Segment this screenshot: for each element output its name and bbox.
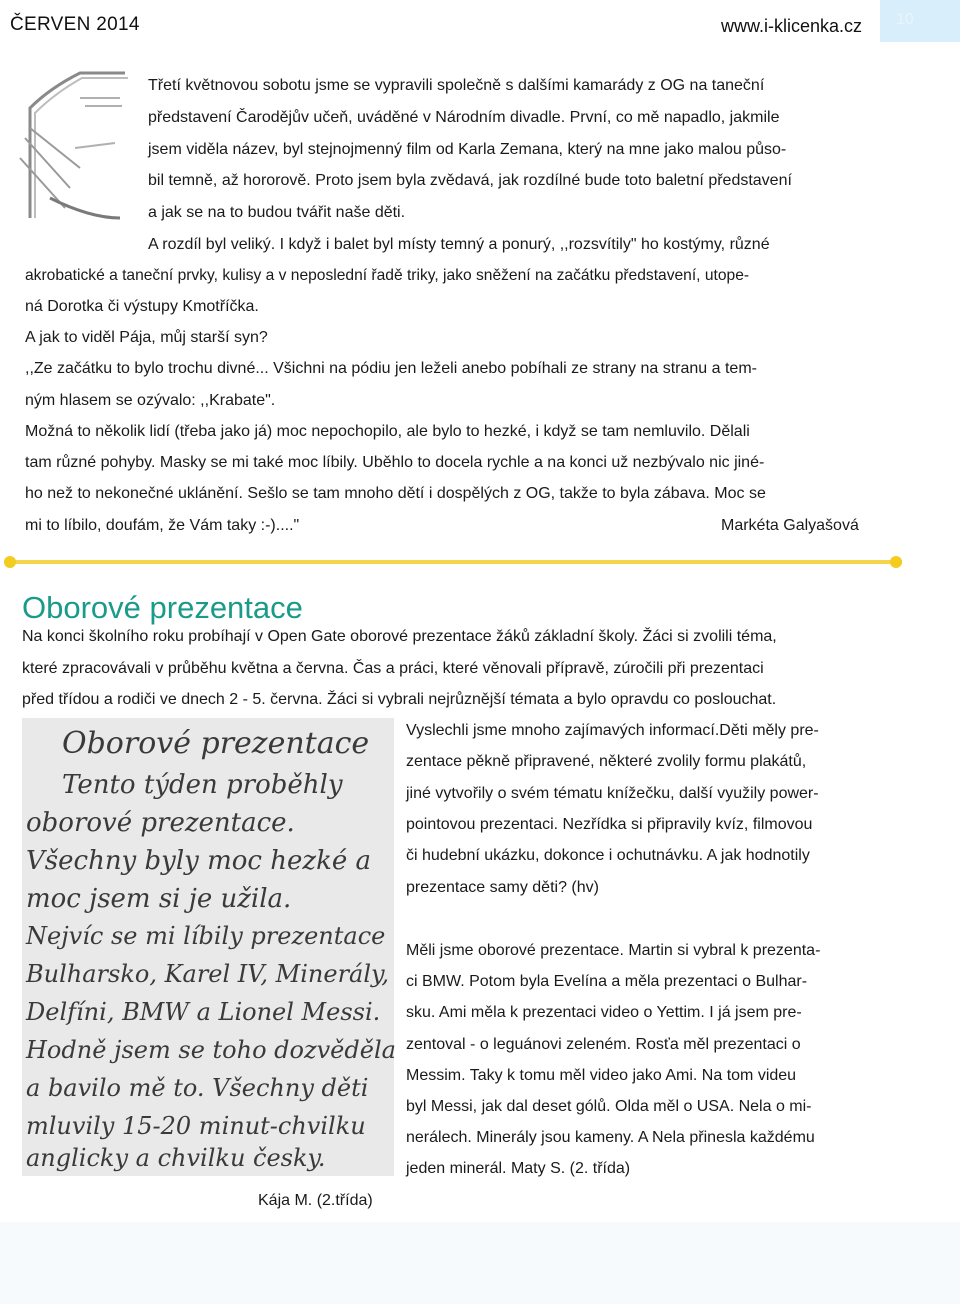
col1-line-2: zentace pěkně připravené, některé zvolily formu plakátů,: [406, 753, 807, 770]
col2-line-6: byl Messi, jak dal deset gólů. Olda měl o USA. Nela o mi-: [406, 1098, 812, 1115]
col2-line-3: sku. Ami měla k prezentaci video o Yettim. I já jsem pre-: [406, 1004, 802, 1021]
hw-line-4: Všechny byly moc hezké a: [26, 846, 371, 876]
article1-line-8: ná Dorotka či výstupy Kmotříčka.: [25, 298, 259, 315]
col1-line-4: pointovou prezentaci. Nezřídka si připravily kvíz, filmovou: [406, 816, 813, 833]
article1-line-1: Třetí květnovou sobotu jsme se vypravili společně s dalšími kamarády z OG na taneční: [148, 77, 765, 94]
article1-line-11: ným hlasem se ozývalo: ,,Krabate".: [25, 392, 276, 409]
hw-line-3: oborové prezentace.: [26, 808, 295, 838]
intro-line-3: před třídou a rodiči ve dnech 2 - 5. června. Žáci si vybrali nejrůznější témata a bylo opravdu co poslouchat.: [22, 691, 777, 708]
divider-dot-left: [4, 556, 16, 568]
intro-line-1: Na konci školního roku probíhají v Open Gate oborové prezentace žáků základní školy. Žáci si zvolili téma,: [22, 628, 777, 645]
intro-line-2: které zpracovávali v průběhu května a června. Čas a práci, které věnovali přípravě, zúročili při prezentaci: [22, 660, 764, 677]
col1-line-3: jiné vytvořily o svém tématu knížečku, další využily power-: [406, 785, 819, 802]
issue-date: ČERVEN 2014: [10, 14, 140, 35]
hw-line-12: anglicky a chvilku česky.: [26, 1144, 326, 1172]
article1-line-10: ,,Ze začátku to bylo trochu divné... Všichni na pódiu jen leželi anebo pobíhali ze strany na stranu a tem-: [25, 360, 757, 377]
page-number-box: [880, 0, 960, 42]
article1-line-14: ho než to nekonečné uklánění. Sešlo se tam mnoho dětí i dospělých z OG, takže to byla zábava. Moc se: [25, 485, 766, 502]
page-number: 10: [896, 11, 914, 28]
hw-line-1: Oborové prezentace: [62, 726, 370, 761]
section-title: Oborové prezentace: [22, 590, 303, 625]
col2-line-5: Messim. Taky k tomu měl video jako Ami. Na tom videu: [406, 1067, 797, 1084]
hw-line-6: Nejvíc se mi líbily prezentace: [26, 922, 386, 950]
col1-line-5: či hudební ukázku, dokonce i ochutnávku. A jak hodnotily: [406, 847, 810, 864]
handwritten-note-image: [22, 718, 394, 1176]
hw-line-5: moc jsem si je užila.: [26, 884, 292, 914]
hw-line-2: Tento týden proběhly: [62, 770, 343, 800]
col2-line-7: nerálech. Minerály jsou kameny. A Nela přinesla každému: [406, 1129, 815, 1146]
article1-line-13: tam různé pohyby. Masky se mi také moc líbily. Uběhlo to docela rychle a na konci už nezbývalo nic jiné-: [25, 454, 765, 471]
article1-line-6: A rozdíl byl veliký. I když i balet byl místy temný a ponurý, ,,rozsvítily" ho kostýmy, různé: [148, 236, 770, 253]
section-divider: [10, 560, 902, 564]
article1-line-4: bil temně, až hororově. Proto jsem byla zvědavá, jak rozdílné bude toto baletní představení: [148, 172, 792, 189]
article1-line-9: A jak to viděl Pája, můj starší syn?: [25, 329, 268, 346]
col2-line-4: zentoval - o leguánovi zeleném. Rosťa měl prezentaci o: [406, 1036, 801, 1053]
hw-line-10: a bavilo mě to. Všechny děti: [26, 1074, 369, 1102]
hw-line-9: Hodně jsem se toho dozvěděla: [26, 1036, 396, 1064]
hw-line-11: mluvily 15-20 minut-chvilku: [26, 1112, 366, 1140]
col2-line-2: ci BMW. Potom byla Evelína a měla prezentaci o Bulhar-: [406, 973, 808, 990]
col1-line-6: prezentace samy děti? (hv): [406, 879, 599, 896]
article1-line-7: akrobatické a taneční prvky, kulisy a v neposlední řadě triky, jako sněžení na začátku představení, utope-: [25, 267, 750, 284]
col1-line-1: Vyslechli jsme mnoho zajímavých informací.Děti měly pre-: [406, 722, 819, 739]
article1-line-3: jsem viděla název, byl stejnojmenný film od Karla Zemana, který na mne jako malou půso-: [148, 141, 787, 158]
image-caption: Kája M. (2.třída): [258, 1192, 373, 1209]
divider-dot-right: [890, 556, 902, 568]
article1-author: Markéta Galyašová: [721, 517, 859, 534]
page-footer-band: [0, 1222, 960, 1304]
article1-line-15: mi to líbilo, doufám, že Vám taky :-)....": [25, 517, 300, 534]
article1-line-5: a jak se na to budou tvářit naše děti.: [148, 204, 406, 221]
hw-line-7: Bulharsko, Karel IV, Minerály,: [26, 960, 390, 988]
site-url[interactable]: www.i-klicenka.cz: [721, 16, 863, 36]
col2-line-8: jeden minerál. Maty S. (2. třída): [406, 1160, 631, 1177]
decorative-letter-drawing: [10, 68, 135, 223]
article1-line-12: Možná to několik lidí (třeba jako já) moc nepochopilo, ale bylo to hezké, i když se tam nemluvilo. Dělali: [25, 423, 750, 440]
article1-line-2: představení Čarodějův učeň, uváděné v Národním divadle. První, co mě napadlo, jakmile: [148, 109, 780, 126]
col2-line-1: Měli jsme oborové prezentace. Martin si vybral k prezenta-: [406, 942, 821, 959]
hw-line-8: Delfíni, BMW a Lionel Messi.: [26, 998, 381, 1026]
